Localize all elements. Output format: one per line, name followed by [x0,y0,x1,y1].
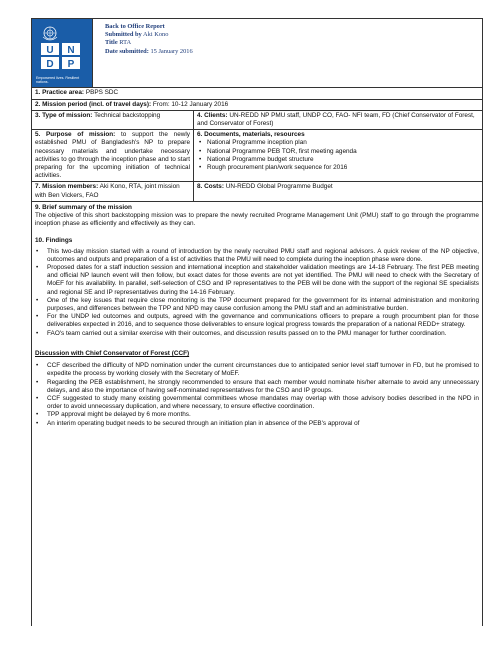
purpose-value: to support the newly established PMU of Bangladesh's NP to prepare necessary materials and undertake necessary activities to go through the inception phase and to start preparing for the upcoming initiation of technical activities. [35,131,190,180]
list-item: • TPP approval might be delayed by 6 more months. [47,411,479,419]
list-item: • FAO's team carried out a similar exercise with their outcomes, and discussion results passed on to the PMU manager for further coordination. [47,330,479,338]
list-item: • Regarding the PEB establishment, he strongly recommended to ensure that each member would nominate his/her alternate to avoid any unnecessary delays, and also the importance of having self-nominated representatives for the CSO and IP groups. [47,379,479,395]
type-label: 3. Type of mission: [35,111,93,119]
discussion-list [35,362,479,428]
docs-label: 6. Documents, materials, resources [197,131,305,139]
title-value: RTA [119,39,132,47]
list-item: • CCF described the difficulty of NPD nomination under the current circumstances due to anticipated senior level staff turnover in FD, but he promised to expedite the process by working closely with the Secretary of MoEF. [47,362,479,378]
list-item: • An interim operating budget needs to be secured through an initiation plan in absence of the PEB's approval of [47,420,479,428]
list-item: • This two-day mission started with a round of introduction by the newly recruited PMU staff and regional advisors. A quick review of the NP objective, outcomes and outputs and preparation of a list of activities that the PMU will need to complete during the inception phase were done. [47,248,479,264]
purpose-docs-row [32,130,483,182]
logo-letter-p: P [67,59,75,70]
list-item: • For the UNDP led outcomes and outputs, agreed with the governance and communications officers to prepare a rough procumbent plan for those deliverables expected in 2016, and to sequence those deliverables to ensure logical progress towards the preparation of a national REDD+ strategy. [47,313,479,329]
submitted-by-label: Submitted by [105,31,142,39]
logo-letter-d: D [46,59,54,70]
summary-heading: 9. Brief summary of the mission [35,203,132,211]
date-label: Date submitted: [105,47,149,55]
list-item: • National Programme inception plan [207,139,479,147]
summary-text: The objective of this short backstopping mission was to prepare the newly recruited Programe Management Unit (PMU) staff to go through the programme inception phase as efficiently and effectively as they can. [35,212,479,228]
logo-letter-u: U [46,45,54,56]
date-value: 15 January 2016 [150,47,193,55]
members-costs-row [32,182,483,201]
practice-area-value: PBPS SDC [85,89,119,97]
submitted-by-value: Aki Kono [143,31,169,39]
costs-value: UN-REDD Global Programme Budget [225,183,333,191]
report-table [31,18,483,88]
list-item: • Rough procurement plan/work sequence for 2016 [207,164,479,172]
findings-heading: 10. Findings [35,237,73,245]
mission-period-value: From: 10-12 January 2016 [152,100,229,108]
list-item: • One of the key issues that require close monitoring is the TPP document prepared for the government for its internal administration and monitoring purposes, and differences between the TPP and NPD may cause confusion among the PMU staff and an administrative burden. [47,297,479,313]
mission-period-label: 2. Mission period (incl. of travel days): [35,100,152,108]
clients-label: 4. Clients: [197,111,228,119]
title-label: Title [105,39,118,47]
discussion-heading: Discussion with Chief Conservator of Forest (CCF) [35,349,190,357]
members-label: 7. Mission members: [35,183,99,191]
report-title: Back to Office Report [105,23,165,30]
members-value: Aki Kono, RTA, joint mission with Ben Vickers, FAO [35,183,180,199]
type-value: Technical backstopping [94,111,161,119]
practice-area-label: 1. Practice area: [35,89,85,97]
practice-area-row [32,88,483,99]
un-emblem-icon [40,25,84,71]
purpose-label: 5. Purpose of mission: [35,131,116,139]
findings-list [35,248,479,338]
header-row [32,19,483,88]
clients-value: UN-REDD NP PMU staff, UNDP CO, FAO- NFI team, FD (Chief Conservator of Forest, and Conservator of Forest) [197,111,475,128]
report-info [93,19,483,88]
undp-logo [32,19,93,88]
costs-label: 8. Costs: [197,183,224,191]
mission-period-row [32,99,483,110]
logo-letter-n: N [67,45,75,56]
list-item: • National Programme budget structure [207,156,479,164]
content-row [32,201,483,626]
type-clients-row [32,110,483,129]
list-item: • Proposed dates for a staff induction session and international inception and stakeholder validation meetings are 14-18 February. The first PEB meeting and official NP launch event will then follow, but exact dates for those events are not yet identified. The PMU will need to check with the Secretary of MoEF for his availability. In parallel, self-selection of CSO and IP representatives to the PEB will be done with the support of the regional SE specialists and regional SE and IP representatives during the 14-16 February. [47,264,479,297]
list-item: • National Programme PEB TOR, first meeting agenda [207,148,479,156]
list-item: • CCF suggested to study many existing governmental committees whose mandates may overlap with those advisory bodies described in the NPD in order to avoid unnecessary duplication, and where necessary, to ensure effective coordination. [47,395,479,411]
docs-list [197,139,479,172]
report-page [31,18,483,647]
logo-tagline: Empowered lives. Resilient nations. [36,76,80,84]
details-table [31,87,483,625]
